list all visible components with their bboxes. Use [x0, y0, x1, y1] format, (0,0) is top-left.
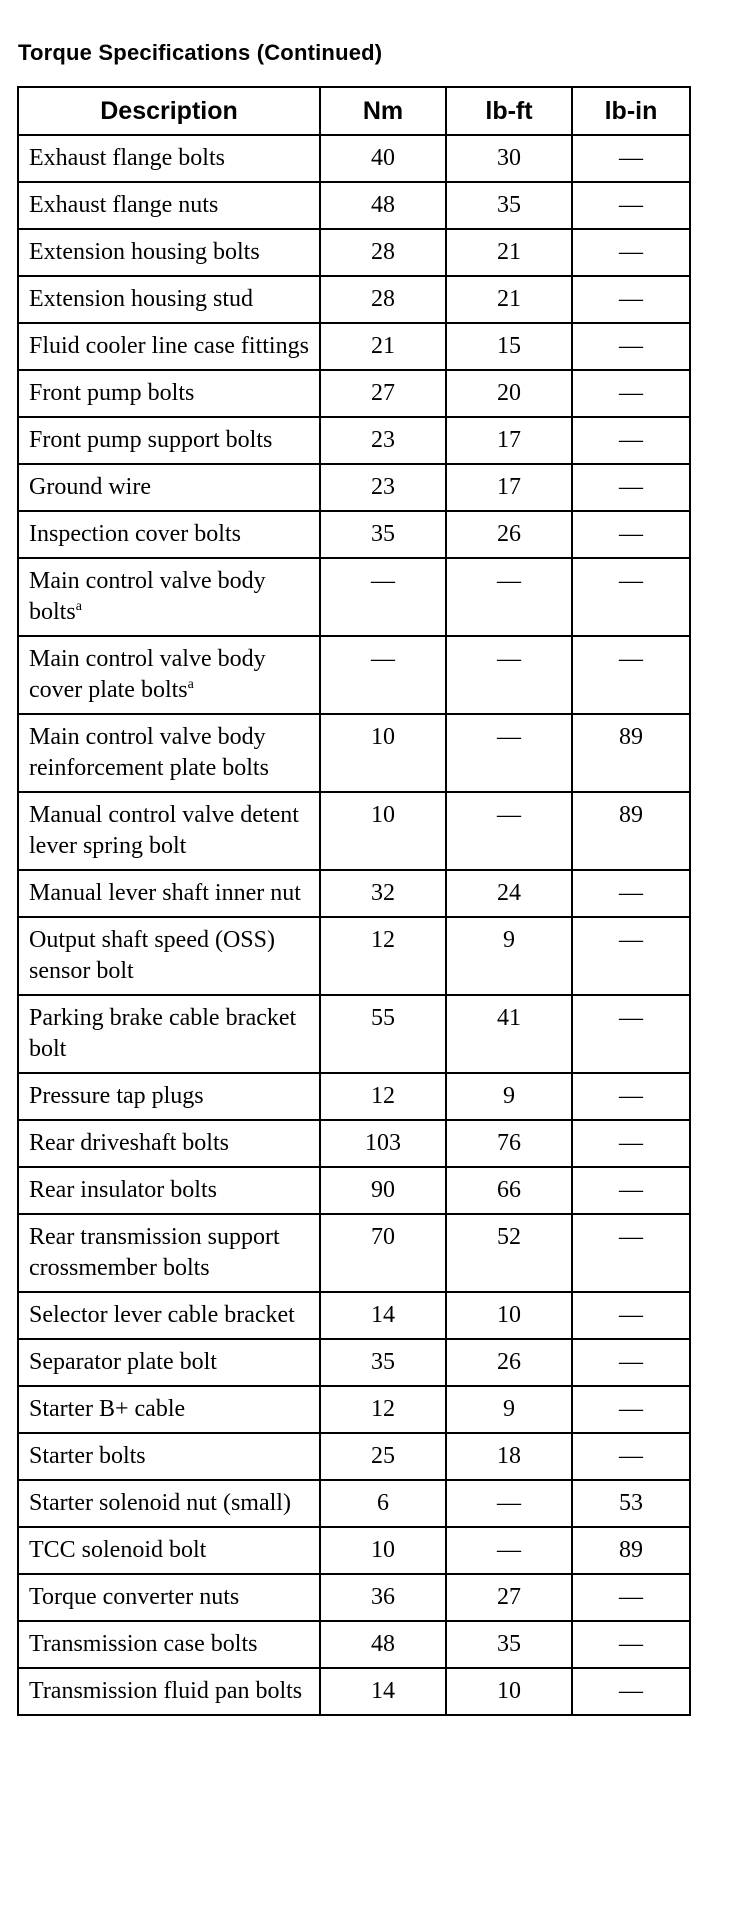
nm-cell: 23 [320, 417, 446, 464]
lb-in-cell: — [572, 1167, 690, 1214]
description-text: Fluid cooler line case fittings [29, 333, 309, 359]
description-text: Rear transmission support crossmember bolts [29, 1224, 280, 1281]
description-text: Front pump bolts [29, 380, 195, 406]
lb-ft-cell: 35 [446, 182, 572, 229]
nm-cell: 35 [320, 1339, 446, 1386]
lb-ft-cell: 76 [446, 1120, 572, 1167]
lb-in-cell: — [572, 182, 690, 229]
lb-in-cell: — [572, 1339, 690, 1386]
description-text: Starter bolts [29, 1443, 146, 1469]
nm-cell: 10 [320, 1527, 446, 1574]
column-header-description: Description [18, 87, 320, 135]
description-cell [18, 870, 320, 917]
nm-cell: 25 [320, 1433, 446, 1480]
lb-in-cell: — [572, 1073, 690, 1120]
table-row [18, 714, 690, 792]
nm-cell: 27 [320, 370, 446, 417]
table-row [18, 1574, 690, 1621]
lb-in-cell: — [572, 1433, 690, 1480]
table-row [18, 1433, 690, 1480]
table-row [18, 182, 690, 229]
description-text: Output shaft speed (OSS) sensor bolt [29, 927, 275, 984]
lb-ft-cell: 20 [446, 370, 572, 417]
description-cell [18, 1120, 320, 1167]
nm-cell: 12 [320, 1386, 446, 1433]
description-cell [18, 417, 320, 464]
nm-cell: 40 [320, 135, 446, 182]
lb-in-cell: — [572, 1668, 690, 1715]
lb-ft-cell: 17 [446, 417, 572, 464]
description-cell [18, 714, 320, 792]
description-text: Main control valve body reinforcement plate bolts [29, 724, 269, 781]
nm-cell: 32 [320, 870, 446, 917]
lb-ft-cell: 9 [446, 1386, 572, 1433]
description-cell [18, 229, 320, 276]
lb-in-cell: 89 [572, 1527, 690, 1574]
lb-in-cell: — [572, 417, 690, 464]
lb-ft-cell: 17 [446, 464, 572, 511]
description-cell [18, 1527, 320, 1574]
nm-cell: 23 [320, 464, 446, 511]
description-cell [18, 370, 320, 417]
lb-ft-cell: 9 [446, 1073, 572, 1120]
lb-in-cell: — [572, 229, 690, 276]
description-text: Exhaust flange bolts [29, 145, 225, 171]
lb-in-cell: — [572, 995, 690, 1073]
description-text: Rear insulator bolts [29, 1177, 217, 1203]
lb-ft-cell: 15 [446, 323, 572, 370]
table-row [18, 1480, 690, 1527]
table-row [18, 417, 690, 464]
nm-cell: — [320, 558, 446, 636]
nm-cell: 6 [320, 1480, 446, 1527]
description-text: Separator plate bolt [29, 1349, 217, 1375]
description-cell [18, 558, 320, 636]
lb-in-cell: — [572, 1214, 690, 1292]
lb-ft-cell: — [446, 1480, 572, 1527]
nm-cell: 14 [320, 1292, 446, 1339]
nm-cell: 35 [320, 511, 446, 558]
lb-ft-cell: 52 [446, 1214, 572, 1292]
description-cell [18, 464, 320, 511]
description-cell [18, 1621, 320, 1668]
table-row [18, 1167, 690, 1214]
column-header-nm: Nm [320, 87, 446, 135]
nm-cell: 90 [320, 1167, 446, 1214]
description-cell [18, 1292, 320, 1339]
lb-ft-cell: 9 [446, 917, 572, 995]
lb-ft-cell: 35 [446, 1621, 572, 1668]
nm-cell: 36 [320, 1574, 446, 1621]
description-cell [18, 1480, 320, 1527]
description-cell [18, 1433, 320, 1480]
column-header-lb-ft: lb-ft [446, 87, 572, 135]
table-row [18, 229, 690, 276]
description-text: Main control valve body cover plate bolts [29, 646, 266, 703]
description-cell [18, 636, 320, 714]
lb-ft-cell: 21 [446, 276, 572, 323]
lb-ft-cell: 24 [446, 870, 572, 917]
table-row [18, 511, 690, 558]
footnote-marker: a [75, 599, 82, 614]
table-row [18, 636, 690, 714]
description-cell [18, 995, 320, 1073]
description-text: Inspection cover bolts [29, 521, 241, 547]
lb-ft-cell: — [446, 1527, 572, 1574]
lb-in-cell: — [572, 917, 690, 995]
table-row [18, 995, 690, 1073]
lb-in-cell: — [572, 1574, 690, 1621]
lb-ft-cell: 10 [446, 1668, 572, 1715]
description-text: Exhaust flange nuts [29, 192, 219, 218]
nm-cell: — [320, 636, 446, 714]
description-text: Manual lever shaft inner nut [29, 880, 301, 906]
lb-in-cell: — [572, 1292, 690, 1339]
table-row [18, 135, 690, 182]
column-header-lb-in: lb-in [572, 87, 690, 135]
lb-in-cell: — [572, 323, 690, 370]
lb-ft-cell: 26 [446, 511, 572, 558]
description-cell [18, 511, 320, 558]
nm-cell: 48 [320, 1621, 446, 1668]
table-row [18, 1527, 690, 1574]
description-text: Extension housing stud [29, 286, 254, 312]
table-row [18, 792, 690, 870]
description-text: TCC solenoid bolt [29, 1537, 207, 1563]
description-cell [18, 323, 320, 370]
table-row [18, 1292, 690, 1339]
nm-cell: 21 [320, 323, 446, 370]
lb-ft-cell: — [446, 714, 572, 792]
description-cell [18, 135, 320, 182]
nm-cell: 103 [320, 1120, 446, 1167]
lb-ft-cell: — [446, 636, 572, 714]
table-row [18, 1386, 690, 1433]
description-text: Manual control valve detent lever spring bolt [29, 802, 299, 859]
nm-cell: 14 [320, 1668, 446, 1715]
table-row [18, 1668, 690, 1715]
nm-cell: 10 [320, 714, 446, 792]
table-row [18, 1621, 690, 1668]
description-text: Selector lever cable bracket [29, 1302, 295, 1328]
header-row [18, 87, 690, 135]
description-text: Torque converter nuts [29, 1584, 240, 1610]
table-row [18, 870, 690, 917]
description-text: Rear driveshaft bolts [29, 1130, 229, 1156]
description-cell [18, 276, 320, 323]
lb-in-cell: — [572, 870, 690, 917]
lb-in-cell: — [572, 1120, 690, 1167]
nm-cell: 12 [320, 1073, 446, 1120]
lb-in-cell: — [572, 135, 690, 182]
lb-in-cell: — [572, 464, 690, 511]
lb-in-cell: — [572, 1386, 690, 1433]
table-row [18, 276, 690, 323]
description-text: Parking brake cable bracket bolt [29, 1005, 297, 1062]
lb-in-cell: — [572, 511, 690, 558]
table-header [18, 87, 690, 135]
lb-ft-cell: 41 [446, 995, 572, 1073]
table-row [18, 1214, 690, 1292]
description-cell [18, 792, 320, 870]
description-text: Main control valve body bolts [29, 568, 266, 625]
table-body [18, 135, 690, 1715]
lb-ft-cell: 27 [446, 1574, 572, 1621]
description-text: Front pump support bolts [29, 427, 273, 453]
table-row [18, 1339, 690, 1386]
table-row [18, 370, 690, 417]
lb-in-cell: — [572, 558, 690, 636]
nm-cell: 28 [320, 276, 446, 323]
lb-in-cell: — [572, 276, 690, 323]
description-cell [18, 1668, 320, 1715]
lb-in-cell: 89 [572, 792, 690, 870]
torque-spec-table [17, 86, 691, 1716]
lb-in-cell: 89 [572, 714, 690, 792]
description-cell [18, 1574, 320, 1621]
nm-cell: 55 [320, 995, 446, 1073]
nm-cell: 70 [320, 1214, 446, 1292]
description-text: Transmission case bolts [29, 1631, 258, 1657]
table-row [18, 917, 690, 995]
lb-ft-cell: 26 [446, 1339, 572, 1386]
lb-ft-cell: 66 [446, 1167, 572, 1214]
lb-ft-cell: 10 [446, 1292, 572, 1339]
description-cell [18, 1073, 320, 1120]
table-row [18, 464, 690, 511]
lb-ft-cell: 21 [446, 229, 572, 276]
description-cell [18, 1339, 320, 1386]
description-text: Transmission fluid pan bolts [29, 1678, 303, 1704]
table-row [18, 558, 690, 636]
lb-in-cell: — [572, 1621, 690, 1668]
lb-ft-cell: 30 [446, 135, 572, 182]
description-cell [18, 1167, 320, 1214]
description-cell [18, 182, 320, 229]
table-row [18, 1120, 690, 1167]
table-row [18, 323, 690, 370]
lb-ft-cell: 18 [446, 1433, 572, 1480]
description-text: Starter B+ cable [29, 1396, 186, 1422]
lb-ft-cell: — [446, 792, 572, 870]
nm-cell: 10 [320, 792, 446, 870]
table-row [18, 1073, 690, 1120]
lb-in-cell: — [572, 636, 690, 714]
description-text: Pressure tap plugs [29, 1083, 204, 1109]
description-text: Ground wire [29, 474, 151, 500]
description-cell [18, 917, 320, 995]
description-cell [18, 1386, 320, 1433]
lb-ft-cell: — [446, 558, 572, 636]
nm-cell: 28 [320, 229, 446, 276]
description-text: Extension housing bolts [29, 239, 260, 265]
page-title: Torque Specifications (Continued) [18, 40, 383, 65]
lb-in-cell: — [572, 370, 690, 417]
nm-cell: 48 [320, 182, 446, 229]
footnote-marker: a [187, 677, 194, 692]
description-text: Starter solenoid nut (small) [29, 1490, 291, 1516]
lb-in-cell: 53 [572, 1480, 690, 1527]
description-cell [18, 1214, 320, 1292]
nm-cell: 12 [320, 917, 446, 995]
